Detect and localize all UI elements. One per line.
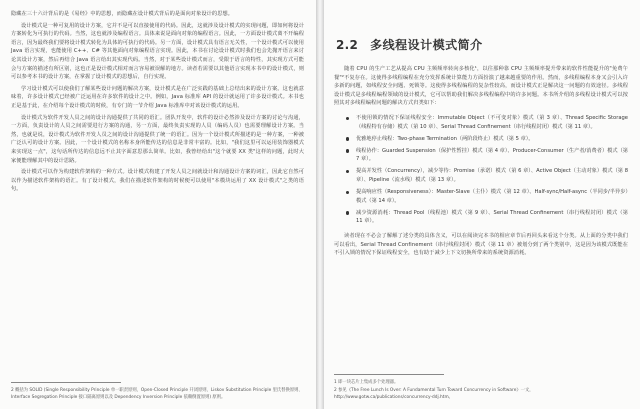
bullet-icon [346,170,349,173]
list-item [346,188,628,205]
bullet-icon [346,137,349,140]
body-paragraph: 设计模式为软件开发人员之间的设计沟通提供了共同的语汇。团队开发中，软件的设计必然涉及设计方案的讨论与沟通，一方面，负责设计的人员之间需要进行方案的沟通，另一方面，最终负责实现的人员（编码人员）也需要理解设计方案。当然，也就是说，设计模式为软件开发人员之间的设计沟通提供了统一的语汇。因为一个设计模式所描述的是一种方案，一种被广泛认可的设计方案。因此，一个设计模式的名称本身所能传达的信息是非常丰富的。比如，"我们这里可以运用装饰器模式来实现这一点"，这句话所传达的信息远不止其字面意思那么简单。比如，我曾经给出"这个就要 XX 类"这样的问题，此时大家便能理解其中的设计思路。 [11,114,304,164]
list-item-text: 不使用锁的情况下保证线程安全：Immutable Object（不可变对象）模式（第 3 章）、Thread Specific Storage（线程特有存储）模式（第 10 章）、Serial Thread Confinement（串行线程封闭）模式（第 11 章）。 [356,114,628,130]
list-item-text: 提高响应性（Responsiveness）：Master-Slave（主仆）模式（第 12 章）、Half-sync/Half-async（半同步/半异步）模式（第 14 章）。 [356,189,628,204]
body-paragraph: 隐藏在三十六计背后的是《易经》中的思想，而隐藏在设计模式背后的是面向对象设计的思想。 [11,11,234,17]
section-number: 2.2 [336,38,359,52]
list-item-text: 线程协作：Guarded Suspension（保护性暂挂）模式（第 4 章）、Producer-Consumer（生产者/消费者）模式（第 7 章）。 [356,147,628,163]
footnote: 2 概括为 SOLID (Single Responsibility Principle 单一职责原则、Open-Closed Principle 开闭原则、Liskov Substitution Principle 里氏替换原则、Interface Segregation Principle 接口隔离原则以及 Dependency Inversion Principle 依赖倒置原则) 原则。 [11,387,303,400]
list-item [346,147,628,164]
list-item [346,209,628,226]
list-item [346,167,628,184]
footnotes [11,382,304,401]
section-heading [336,36,628,53]
bullet-icon [346,191,349,194]
footnote-rule [11,382,121,383]
body-paragraph: 设计模式可以作为构建软件架构的一种方式。设计模式构建了开发人员之间就设计和沟通设计方案的词汇，因此它自然可以作为描述软件架构的语汇。有了设计模式，我们在描述软件架构的时候便可以使用"本模块运用了 XX 设计模式"之类的语句。 [11,169,304,193]
pattern-category-list [346,114,628,226]
list-item-text: 提高并发性（Concurrency），减少等待：Promise（承诺）模式（第 6 章）、Active Object（主动对象）模式（第 8 章）、Pipeline（流水线）模式（第 13 章）。 [356,168,628,184]
footnote-rule [334,374,444,375]
footnote: 2 参见《The Free Lunch Is Over: A Fundamental Turn Toward Concurrency in Software》一文，http://www.gotw.ca/publications/concurrency-ddj.htm。 [334,387,534,400]
list-item-text: 优雅地停止线程：Two-phase Termination（两阶段终止）模式（第 5 章）。 [356,135,534,142]
book-gutter [316,0,324,409]
closing-paragraph: 读者现在不必会了解解了述分类的具体含义，可以在阅读完本书的相应章节后再回头来看这个分类。从上面的分类中我们可以看出，Serial Thread Confinement（串行线程封闭）模式（第 11 章）被划分到了两个类别中，这是因为该模式既能在不引入锁的情况下保证线程安全，也有助于减少上下文切换所带来的系统资源消耗。 [334,233,628,257]
footnotes [334,374,628,401]
intro-paragraph: 随着 CPU 的生产工艺从提高 CPU 主频频率转向多核化¹，以往那种靠 CPU 主频频率提升带来的软件性能提升的"免费午餐"²不复存在。这使得多线程编程在充分发挥系统计算能力方面扮演了越来越重要的作用。然而，多线程编程本身又会引入许多新的问题，如线程安全问题、死锁等。这使得多线程编程的复杂性较高，而设计模式正是解决这一问题的有效途径。多线程设计模式是多线程编程领域的设计模式，它可以帮助我们解决多线程编程中的许多问题。本书所介绍的多线程设计模式可以按照其对多线程编程问题的解决方式归类如下： [334,66,628,107]
body-paragraph: 学习设计模式可以使我们了解某些设计问题的解决方案，设计模式是在广泛实践的基础上总结出来的设计方案。这也就意味着，许多设计模式已经被广泛运用在许多软件的设计之中。例如，Java 标准库 API 的设计就运用了许多设计模式。本书也正是基于此，在介绍每个设计模式的时候，有专门的一节介绍 Java 标准库中对该设计模式的运用。 [11,85,304,109]
left-page [0,0,316,409]
list-item [346,135,628,144]
bullet-icon [346,149,349,152]
bullet-icon [346,211,349,214]
body-paragraph: 设计模式是一种可复用的设计方案，它并不是可以直接使用的代码。因此，这就涉及设计模式的实现问题，即如何将设计方案转化为可执行的代码。当然，这也就涉及编程语言。具体来说是面向对象的编程语言。因此，一方面设计模式离不开编程语言，因为最终我们要将设计模式转化为具体的可执行的代码。另一方面，设计模式具有语言无关性，一个设计模式可以使用 Java 语言实现，也能使用 C++、C# 等其他面向对象编程语言实现。因此，本书在讨论设计模式时我们也会先抛开语言来讨论其设计方案，然后再结合 Java 语言给出其实现代码。当然，对于某些设计模式而言，受限于语言的特性，其实现方式可能会与方案的描述有所区别，这也正是设计模式相对而言容易被误解的地方。读者若需要以其他语言实现本书中的设计模式，则可以参考本书的设计方案，在掌握了设计模式的思想后，自行实现。 [11,22,304,81]
section-title: 多线程设计模式简介 [370,38,483,52]
list-item [346,114,628,131]
list-item-text: 减少资源消耗：Thread Pool（线程池）模式（第 9 章）、Serial Thread Confinement（串行线程封闭）模式（第 11 章）。 [356,209,628,225]
bullet-icon [346,117,349,120]
right-page [324,0,640,409]
footnote: 1 即一块芯片上集成多个处理器。 [334,380,399,386]
